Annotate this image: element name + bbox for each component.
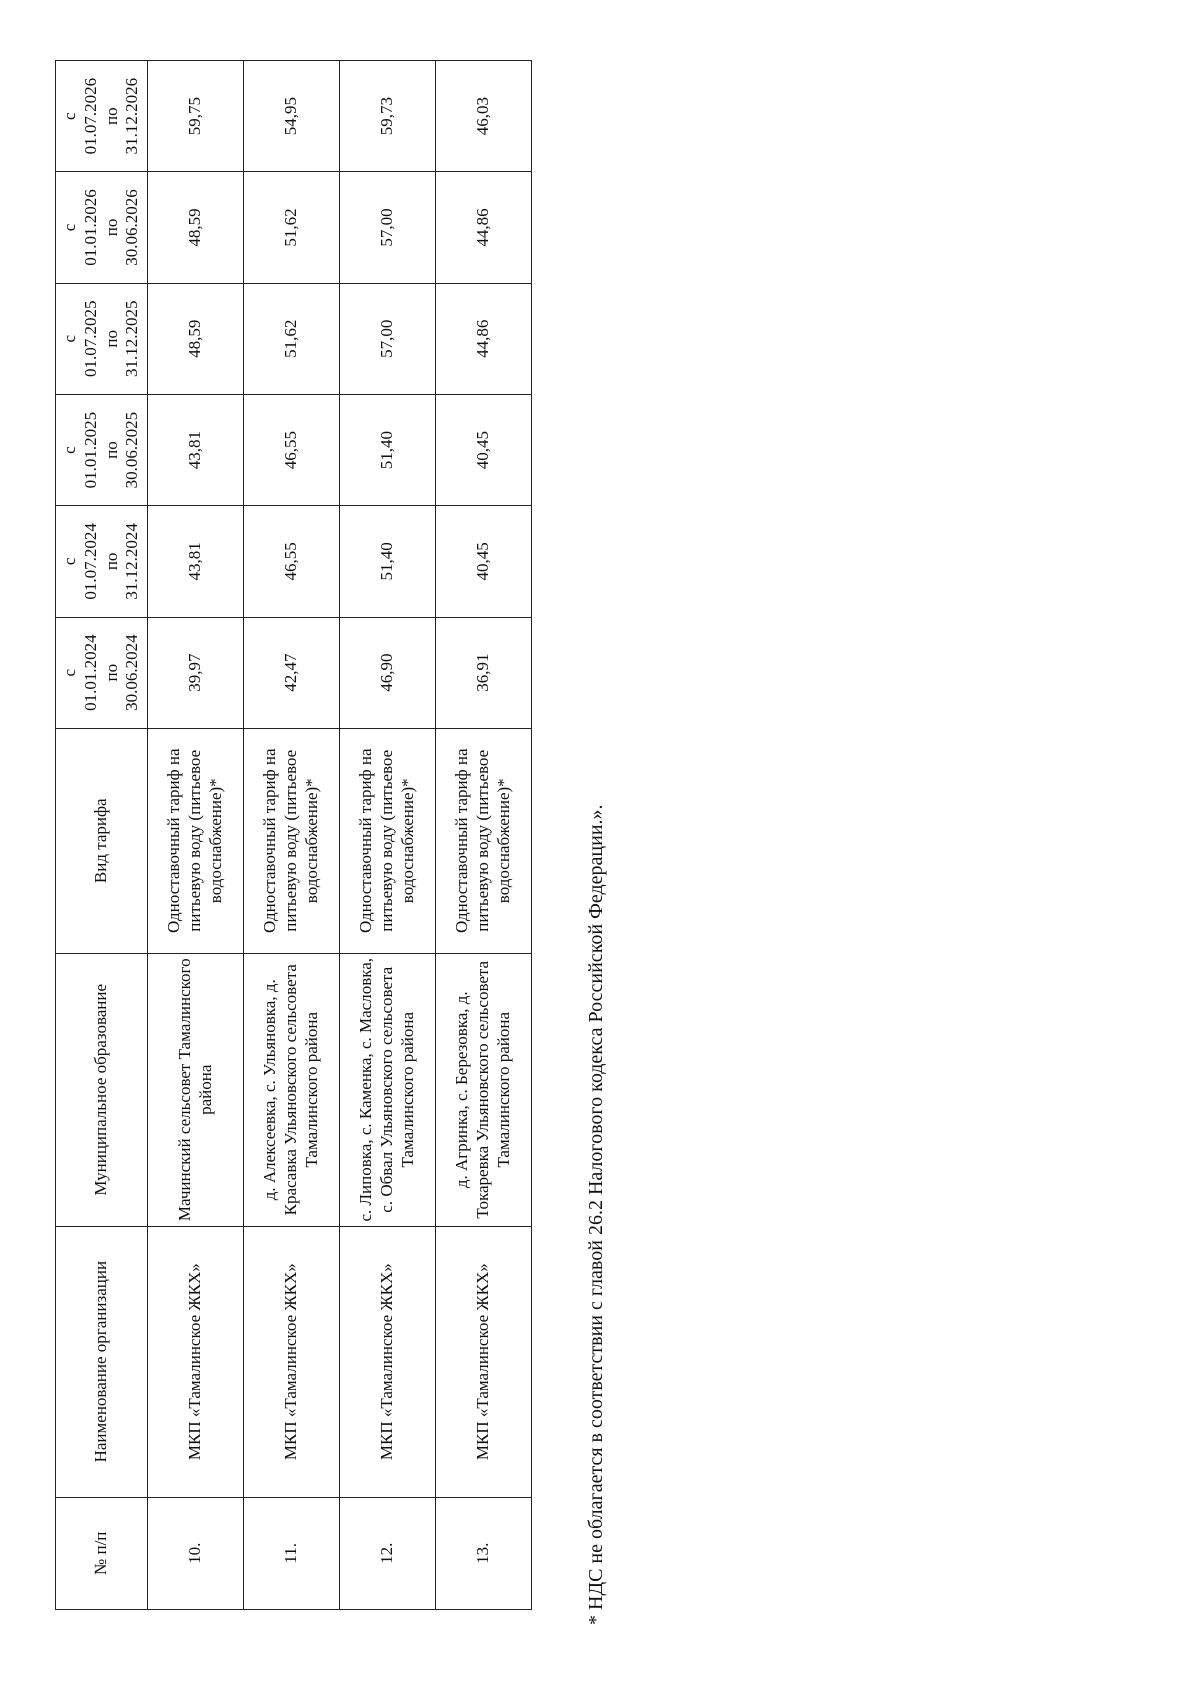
period-to: по [101,107,121,125]
row-value: 44,86 [436,172,532,283]
header-period-5 [56,172,148,283]
header-municipality: Муниципальное образование [56,953,148,1226]
period-start-date: 01.01.2024 [80,634,100,711]
period-start-date: 01.07.2026 [80,77,100,155]
row-tariff-type: Одноставочный тариф на питьевую воду (питьевое водоснабжение)* [148,728,244,953]
period-to: по [101,663,121,682]
row-tariff-type: Одноставочный тариф на питьевую воду (питьевое водоснабжение)* [340,728,436,953]
row-value: 40,45 [436,506,532,617]
row-municipality: д. Алексеевка, с. Ульяновка, д. Красавка Ульяновского сельсовета Тамалинского района [244,953,340,1226]
period-start-date: 01.01.2025 [80,411,100,489]
row-municipality: Мачинский сельсовет Тамалинского района [148,953,244,1226]
row-value: 36,91 [436,617,532,728]
period-end-date: 30.06.2026 [122,189,142,266]
period-to: по [101,441,121,459]
row-organization: МКП «Тамалинское ЖКХ» [340,1226,436,1497]
period-start-date: 01.07.2025 [80,300,100,378]
footnote: * НДС не облагается в соответствии с главой 26.2 Налогового кодекса Российской Федерации.». [585,804,607,1625]
table-row [340,61,436,1610]
row-value: 54,95 [244,61,340,172]
header-period-1 [56,617,148,728]
period-end-date: 30.06.2025 [122,411,142,489]
table-row [148,61,244,1610]
header-num: № п/п [56,1497,148,1609]
header-period-4 [56,283,148,394]
period-start-date: 01.07.2024 [80,523,100,600]
period-to: по [101,329,121,348]
row-value: 40,45 [436,394,532,505]
period-from: с [60,557,80,566]
period-end-date: 31.12.2024 [122,523,142,600]
period-from: с [60,223,80,232]
row-value: 43,81 [148,506,244,617]
period-from: с [60,335,80,343]
row-value: 48,59 [148,172,244,283]
row-value: 51,40 [340,506,436,617]
table-row [244,61,340,1610]
period-from: с [60,112,80,120]
header-period-6 [56,61,148,172]
row-tariff-type: Одноставочный тариф на питьевую воду (питьевое водоснабжение)* [436,728,532,953]
row-value: 59,73 [340,61,436,172]
header-period-2 [56,506,148,617]
row-organization: МКП «Тамалинское ЖКХ» [148,1226,244,1497]
header-organization: Наименование организации [56,1226,148,1497]
row-value: 51,62 [244,172,340,283]
row-value: 43,81 [148,394,244,505]
period-from: с [60,668,80,677]
row-num: 10. [148,1497,244,1609]
header-tariff-type: Вид тарифа [56,728,148,953]
row-value: 44,86 [436,283,532,394]
row-value: 57,00 [340,283,436,394]
row-value: 51,40 [340,394,436,505]
rotated-page [55,55,615,1625]
period-end-date: 31.12.2025 [122,300,142,378]
row-value: 46,90 [340,617,436,728]
row-organization: МКП «Тамалинское ЖКХ» [436,1226,532,1497]
period-to: по [101,218,121,237]
period-from: с [60,446,80,454]
header-row [56,61,148,1610]
period-end-date: 30.06.2024 [122,634,142,711]
row-value: 42,47 [244,617,340,728]
row-value: 48,59 [148,283,244,394]
row-value: 59,75 [148,61,244,172]
row-municipality: д. Агринка, с. Березовка, д. Токаревка Ульяновского сельсовета Тамалинского района [436,953,532,1226]
row-num: 13. [436,1497,532,1609]
row-value: 46,03 [436,61,532,172]
tariff-table [55,60,532,1610]
row-value: 51,62 [244,283,340,394]
row-value: 46,55 [244,394,340,505]
period-to: по [101,552,121,571]
header-period-3 [56,394,148,505]
row-num: 11. [244,1497,340,1609]
row-organization: МКП «Тамалинское ЖКХ» [244,1226,340,1497]
period-end-date: 31.12.2026 [122,77,142,155]
row-value: 39,97 [148,617,244,728]
row-num: 12. [340,1497,436,1609]
row-tariff-type: Одноставочный тариф на питьевую воду (питьевое водоснабжение)* [244,728,340,953]
row-municipality: с. Липовка, с. Каменка, с. Масловка, с. Обвал Ульяновского сельсовета Тамалинского района [340,953,436,1226]
row-value: 46,55 [244,506,340,617]
period-start-date: 01.01.2026 [80,189,100,266]
row-value: 57,00 [340,172,436,283]
table-row [436,61,532,1610]
